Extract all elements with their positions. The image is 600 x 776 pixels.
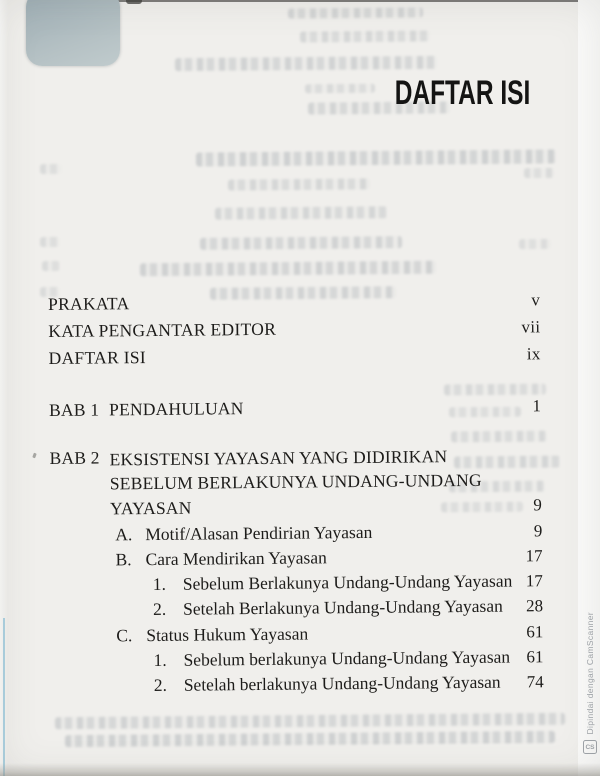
- item-text: Setelah Berlakunya Undang-Undang Yayasan: [182, 596, 503, 620]
- bleed-through-smudge: [196, 149, 556, 166]
- page-number: 9: [533, 521, 543, 541]
- page-number: 1: [532, 396, 542, 416]
- toc-entry-label: DAFTAR ISI: [48, 347, 147, 368]
- ink-speck: [32, 453, 37, 459]
- bleed-through-smudge: [524, 168, 554, 178]
- scan-top-edge: [118, 0, 600, 2]
- toc-entry-label: PRAKATA: [48, 293, 130, 314]
- scan-left-blue-line: [3, 618, 5, 776]
- item-marker: C.: [116, 624, 133, 646]
- page-number: 61: [526, 621, 544, 642]
- bleed-through-smudge: [65, 731, 555, 747]
- item-marker: 1.: [153, 649, 167, 670]
- page-number: 28: [525, 596, 544, 616]
- chapter-title: PENDAHULUAN: [109, 398, 244, 420]
- bleed-through-smudge: [305, 84, 375, 94]
- page-number: 61: [526, 647, 544, 667]
- item-text: Cara Mendirikan Yayasan: [145, 547, 327, 570]
- camscanner-logo-icon: CS: [583, 740, 597, 754]
- item-marker: A.: [115, 524, 133, 545]
- bleed-through-smudge: [175, 56, 437, 71]
- bleed-through-smudge: [215, 206, 387, 220]
- toc-row-daftar-isi: [49, 343, 541, 375]
- corner-sticker: [26, 0, 120, 66]
- bleed-through-smudge: [288, 7, 423, 18]
- chapter-title-line: EKSISTENSI YAYASAN YANG DIDIRIKAN: [109, 446, 448, 470]
- scan-bottom-shadow: [0, 763, 600, 776]
- camscanner-watermark: [583, 612, 597, 754]
- bleed-through-smudge: [300, 30, 430, 42]
- table-of-contents: [48, 289, 544, 701]
- bleed-through-smudge: [200, 236, 402, 250]
- page-number: 17: [525, 571, 543, 591]
- item-marker: 1.: [152, 574, 167, 595]
- item-marker: 2.: [153, 674, 167, 696]
- bleed-through-smudge: [140, 261, 436, 277]
- bleed-through-smudge: [42, 261, 60, 271]
- toc-entry-label: KATA PENGANTAR EDITOR: [48, 318, 277, 341]
- scan-top-edge-mark: [126, 0, 142, 4]
- page-number: 17: [525, 546, 543, 566]
- chapter-label: BAB 1: [49, 399, 100, 420]
- page-number: v: [531, 290, 541, 310]
- toc-row-bab-1: [49, 395, 541, 427]
- page-number: vii: [521, 317, 541, 337]
- item-marker: 2.: [152, 599, 167, 620]
- page-number: ix: [526, 344, 541, 364]
- chapter-title-block: [109, 443, 542, 521]
- item-text: Setelah berlakunya Undang-Undang Yayasan: [183, 671, 501, 695]
- page-number: 9: [533, 494, 543, 514]
- item-text: Status Hukum Yayasan: [146, 623, 309, 645]
- bleed-through-smudge: [55, 713, 565, 729]
- chapter-label: BAB 2: [49, 447, 100, 468]
- item-marker: B.: [115, 549, 132, 570]
- toc-row-bab-2: [49, 443, 542, 522]
- watermark-text: Dipindai dengan CamScanner: [585, 612, 595, 735]
- bleed-through-smudge: [40, 164, 62, 174]
- item-text: Motif/Alasan Pendirian Yayasan: [145, 521, 373, 544]
- item-text: Sebelum Berlakunya Undang-Undang Yayasan: [182, 570, 513, 594]
- chapter-title-line: SEBELUM BERLAKUNYA UNDANG-UNDANG: [109, 470, 482, 494]
- chapter-items: [50, 520, 544, 701]
- page-number: 74: [526, 672, 544, 692]
- bleed-through-smudge: [40, 237, 60, 247]
- chapter-title-line-text: YAYASAN: [109, 497, 192, 519]
- bleed-through-smudge: [519, 239, 551, 249]
- chapter-title-line: [110, 492, 542, 521]
- toc-item: [52, 671, 544, 701]
- bleed-through-smudge: [228, 178, 370, 190]
- item-text: Sebelum berlakunya Undang-Undang Yayasan: [183, 646, 511, 670]
- page-title: DAFTAR ISI: [394, 74, 530, 112]
